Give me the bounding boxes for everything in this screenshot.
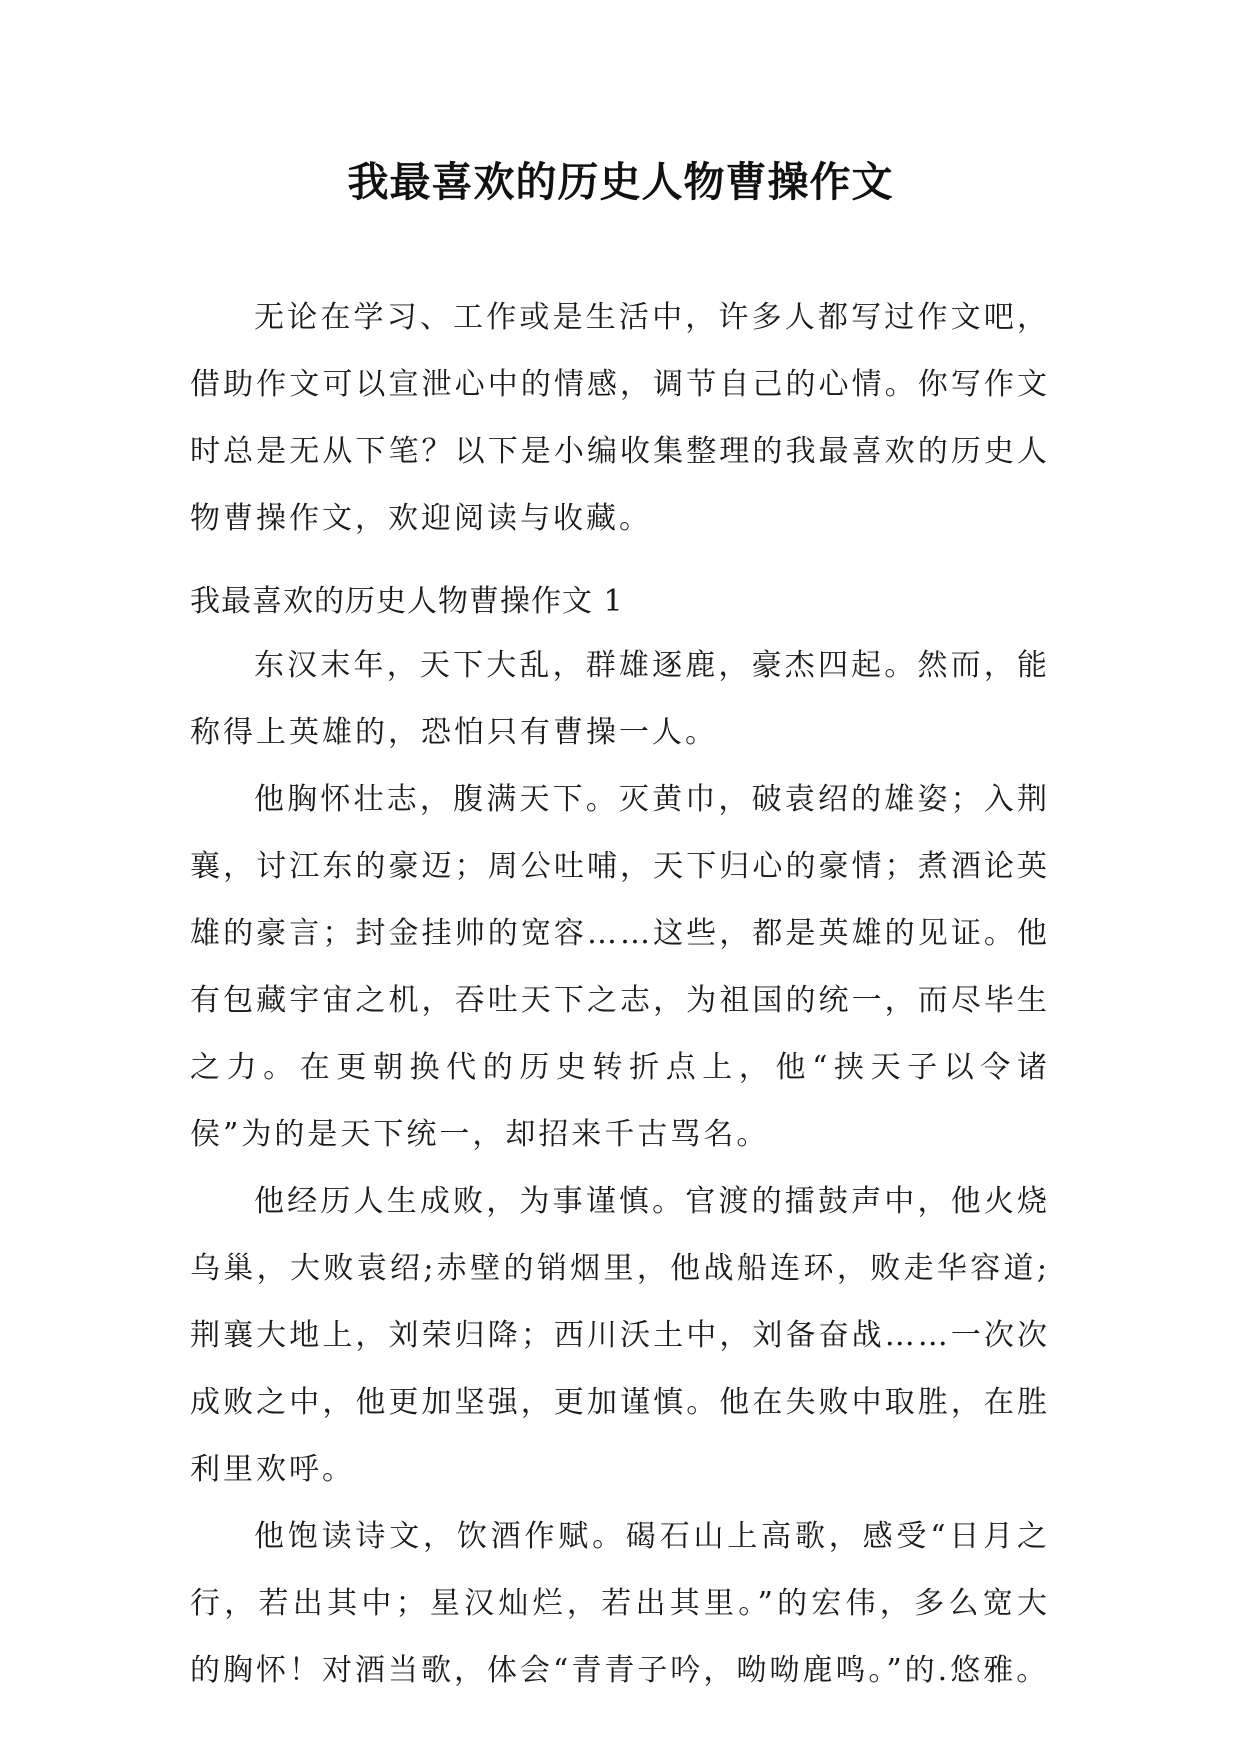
intro-paragraph: 无论在学习、工作或是生活中，许多人都写过作文吧，借助作文可以宣泄心中的情感，调节自己的心情。你写作文时总是无从下笔？以下是小编收集整理的我最喜欢的历史人物曹操作文，欢迎阅读与收藏。 <box>190 300 1050 536</box>
essay-paragraph: 他胸怀壮志，腹满天下。灭黄巾，破袁绍的雄姿；入荆襄，讨江东的豪迈；周公吐哺，天下归心的豪情；煮酒论英雄的豪言；封金挂帅的宽容……这些，都是英雄的见证。他有包藏宇宙之机，吞吐天下之志，为祖国的统一，而尽毕生之力。在更朝换代的历史转折点上，他“挟天子以令诸侯”为的是天下统一，却招来千古骂名。 <box>190 782 1050 1152</box>
document-title: 我最喜欢的历史人物曹操作文 <box>347 158 894 206</box>
section-heading: 我最喜欢的历史人物曹操作文 1 <box>190 584 624 619</box>
essay-paragraph: 他饱读诗文，饮酒作赋。碣石山上高歌，感受“日月之行，若出其中；星汉灿烂，若出其里。”的宏伟，多么宽大的胸怀！对酒当歌，体会“青青子吟，呦呦鹿鸣。”的.悠雅。 <box>190 1519 1050 1688</box>
essay-body <box>190 632 1050 1704</box>
essay-paragraph: 他经历人生成败，为事谨慎。官渡的擂鼓声中，他火烧乌巢，大败袁绍;赤壁的销烟里，他战船连环，败走华容道;荆襄大地上，刘荣归降；西川沃土中，刘备奋战……一次次成败之中，他更加坚强，更加谨慎。他在失败中取胜，在胜利里欢呼。 <box>190 1184 1050 1487</box>
essay-paragraph: 东汉末年，天下大乱，群雄逐鹿，豪杰四起。然而，能称得上英雄的，恐怕只有曹操一人。 <box>190 648 1050 750</box>
